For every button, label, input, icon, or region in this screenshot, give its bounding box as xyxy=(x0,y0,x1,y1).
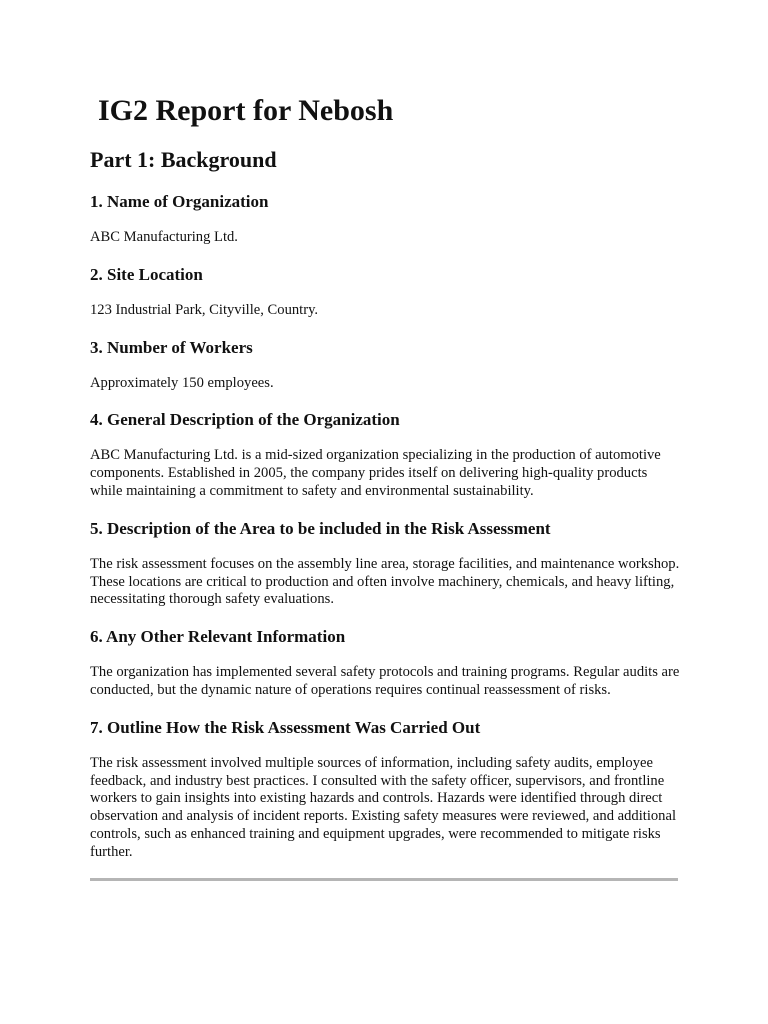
section-heading: 2. Site Location xyxy=(90,264,203,284)
section-body: The risk assessment focuses on the assembly line area, storage facilities, and maintenance workshop. These locations are critical to production and often involve machinery, chemicals, and heavy lifting, necessitating thorough safety evaluations. xyxy=(90,555,680,608)
section-body: 123 Industrial Park, Cityville, Country. xyxy=(90,301,319,318)
section-heading: 1. Name of Organization xyxy=(90,192,269,211)
document-title: IG2 Report for Nebosh xyxy=(98,94,394,127)
section-body: The organization has implemented several safety protocols and training programs. Regular audits are conducted, but the dynamic nature of operations requires continual reassessment of risks. xyxy=(90,664,680,698)
section-body: The risk assessment involved multiple sources of information, including safety audits, employee feedback, and industry best practices. I consulted with the safety officer, supervisors, and frontline workers to gain insights into existing hazards and controls. Hazards were identified through direct observation and analysis of incident reports. Existing safety measures were reviewed, and additional controls, such as enhanced training and equipment upgrades, were recommended to mitigate risks further. xyxy=(90,754,677,860)
section-number-of-workers xyxy=(90,336,680,393)
section-body: ABC Manufacturing Ltd. is a mid-sized organization specializing in the production of automotive components. Established in 2005, the company prides itself on delivering high-quality products while maintaining a commitment to safety and environmental sustainability. xyxy=(90,447,661,499)
section-risk-assessment-method xyxy=(90,716,680,862)
section-site-location xyxy=(90,263,680,320)
section-heading: 4. General Description of the Organization xyxy=(90,410,400,430)
section-body: ABC Manufacturing Ltd. xyxy=(90,229,238,245)
section-heading: 6. Any Other Relevant Information xyxy=(90,627,346,647)
horizontal-divider xyxy=(90,878,678,881)
section-risk-assessment-area xyxy=(90,517,680,609)
section-heading: 5. Description of the Area to be included in the Risk Assessment xyxy=(90,518,551,538)
part-heading: Part 1: Background xyxy=(90,147,277,172)
section-heading: 3. Number of Workers xyxy=(90,337,253,357)
section-heading: 7. Outline How the Risk Assessment Was Carried Out xyxy=(90,717,481,737)
section-general-description xyxy=(90,408,680,500)
section-other-relevant-information xyxy=(90,625,680,700)
document-content xyxy=(90,190,680,881)
section-body: Approximately 150 employees. xyxy=(90,374,274,391)
section-name-of-organization xyxy=(90,190,680,247)
